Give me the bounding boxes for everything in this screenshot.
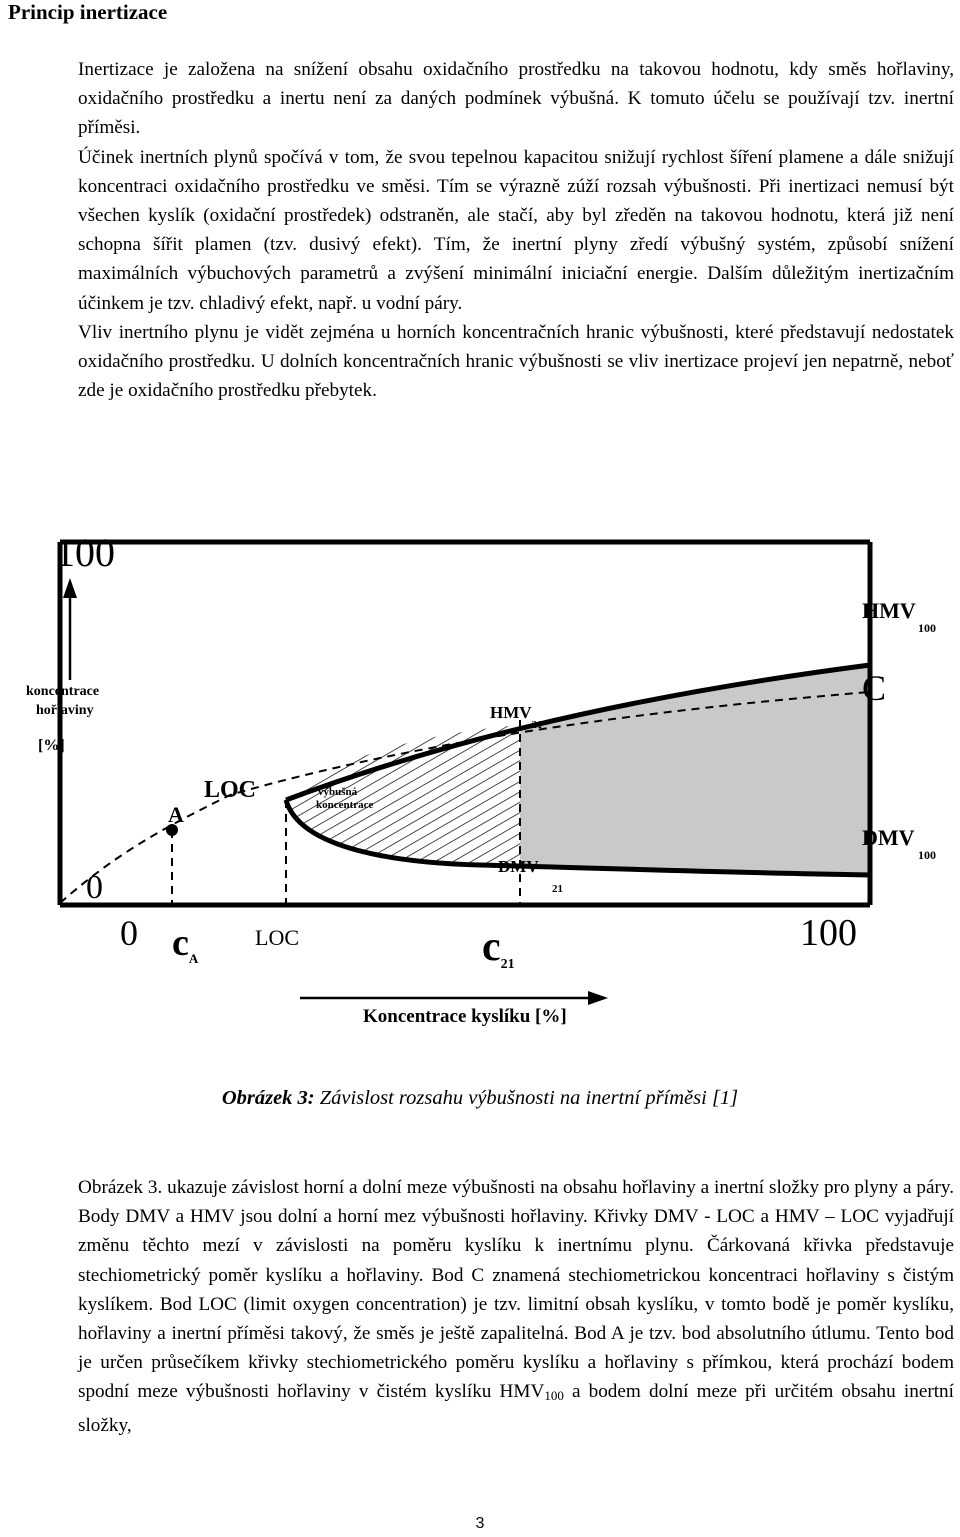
y-label-unit: [%] [38, 737, 65, 754]
ca-main: c [172, 922, 189, 964]
loc-axis-label: LOC [255, 925, 299, 950]
zone-label-line2: koncentrace [316, 799, 374, 811]
page-number: 3 [475, 1515, 485, 1532]
y-label-line1: koncentrace [26, 684, 100, 699]
hmv21-main: HMV [490, 703, 532, 722]
dmv100-label [862, 825, 936, 862]
c21-main: c [482, 924, 501, 970]
x-axis-label: Koncentrace kyslíku [%] [363, 1006, 567, 1027]
point-a-label: A [168, 802, 184, 827]
x-tick-100: 100 [800, 912, 857, 954]
paragraph-line-1: Inertizace je založena na snížení obsahu oxidačního prostředku na takovou hodnotu, kdy směs hořlaviny, oxidačního prostředku a inertu není za daných podmínek výbušná. K tomuto účelu se používají tzv. inertní příměsi. [78, 59, 954, 139]
explosion-range-diagram [0, 520, 960, 1050]
hmv100-label [862, 598, 936, 635]
y-arrow-head [63, 578, 77, 598]
intro-paragraph [6, 55, 954, 405]
y-label-line2: hořlaviny [36, 703, 94, 718]
dmv21-sub: 21 [552, 883, 563, 895]
dmv21-main: DMV [498, 857, 539, 876]
c21-sub: 21 [500, 957, 515, 972]
x-arrow-head [588, 991, 608, 1005]
dmv100-sub: 100 [918, 848, 936, 862]
explanation-text [6, 1173, 954, 1440]
zone-label-line1: výbušná [318, 786, 358, 798]
explanation-paragraph [6, 1173, 954, 1440]
caption-text: Závislost rozsahu výbušnosti na inertní příměsi [1] [314, 1087, 739, 1109]
y-tick-100: 100 [55, 530, 115, 575]
explanation-sub: 100 [544, 1388, 564, 1404]
x-tick-0: 0 [120, 913, 138, 953]
ca-sub: A [188, 951, 199, 966]
y-tick-0: 0 [86, 869, 103, 906]
point-c-label: C [862, 668, 887, 708]
ca-label [172, 922, 199, 966]
hmv100-sub: 100 [918, 621, 936, 635]
explanation-text-b: a bodem dolní meze při určitém obsahu inertní složky, [78, 1381, 954, 1436]
explanation-text-a: Obrázek 3. ukazuje závislost horní a dolní meze výbušnosti na obsahu hořlaviny a inertní složky pro plyny a páry. Body DMV a HMV jsou dolní a horní mez výbušnosti hořlaviny. Křivky DMV - LOC a HMV – LOC vyjadřují změnu těchto mezí v závislosti na poměru kyslíku k inertnímu plynu. Čárkovaná křivka představuje stechiometrický poměr kyslíku a hořlaviny. Bod C znamená stechiometrickou koncentraci hořlaviny s čistým kyslíkem. Bod LOC (limit oxygen concentration) je tzv. limitní obsah kyslíku, v tomto bodě je poměr kyslíku, hořlaviny a inertní příměsi takový, že směs je ještě zapalitelná. Bod A je tzv. bod absolutního útlumu. Tento bod je určen průsečíkem křivky stechiometrického poměru kyslíku a hořlaviny s přímkou, která prochází bodem spodní meze výbušnosti hořlaviny v čistém kyslíku HMV [78, 1177, 954, 1403]
dmv100-main: DMV [862, 825, 915, 850]
paragraph-line-2: Účinek inertních plynů spočívá v tom, že svou tepelnou kapacitou snižují rychlost šíření plamene a dále snižují koncentraci oxidačního prostředku ve směsi. Tím se výrazně zúží rozsah výbušnosti. Při inertizaci nemusí být všechen kyslík (oxidační prostředek) odstraněn, ale stačí, aby byl zředěn na takovou hodnotu, která již není schopna šířit plamen (tzv. dusivý efekt). Tím, že inertní plyny zředí výbušný systém, způsobí snížení maximálních výbuchových parametrů a zvýšení minimální iniciační energie. Dalším důležitým inertizačním účinkem je tzv. chladivý efekt, např. u vodní páry. [78, 146, 954, 314]
section-heading: Princip inertizace [8, 0, 168, 24]
c21-label [482, 924, 515, 972]
caption-label: Obrázek 3: [221, 1087, 315, 1109]
hmv21-sub: 21 [531, 719, 543, 731]
paragraph-line-3: Vliv inertního plynu je vidět zejména u horních koncentračních hranic výbušnosti, které představují nedostatek oxidačního prostředku. U dolních koncentračních hranic výbušnosti se vliv inertizace projeví jen nepatrně, neboť zde je oxidačního prostředku přebytek. [78, 321, 954, 402]
figure-caption [0, 1085, 960, 1111]
hmv100-main: HMV [862, 598, 916, 623]
loc-point-label: LOC [204, 777, 257, 803]
